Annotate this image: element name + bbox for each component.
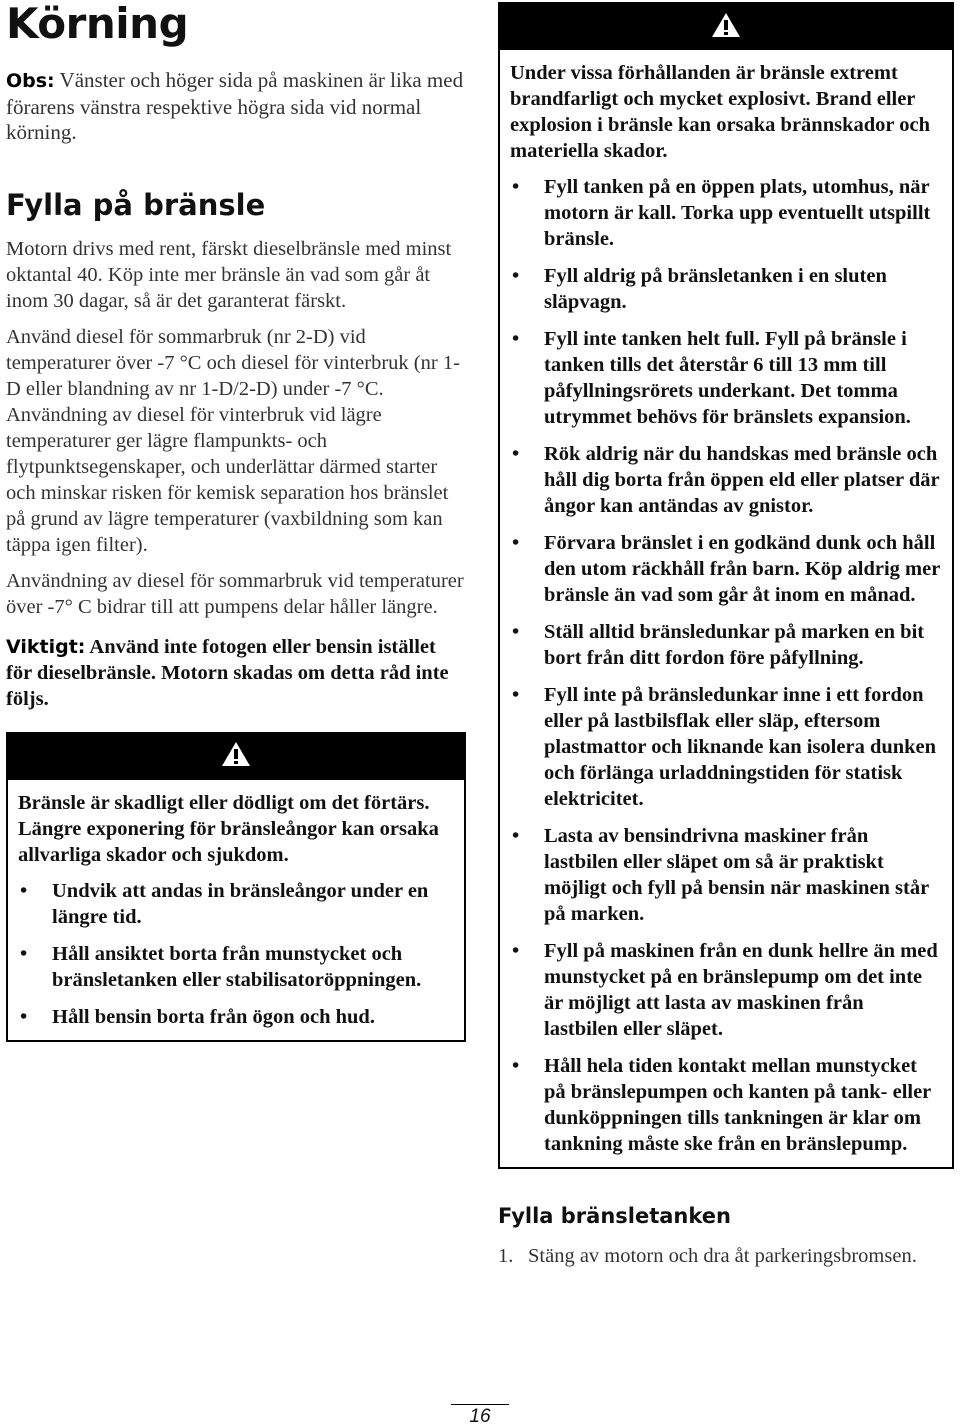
left-column [6,0,466,1042]
list-item: • Fyll på maskinen från en dunk hellre än med munstycket på en bränslepump om det inte är möjligt att lasta av maskinen från lastbilen eller släpet. [512,940,938,1040]
step-text: Stäng av motorn och dra åt parkeringsbromsen. [528,1245,917,1267]
list-item: • Ställ alltid bränsledunkar på marken en bit bort från ditt fordon före påfyllning. [512,621,925,669]
warning-header [500,4,952,50]
page-title: Körning [6,0,189,48]
paragraph: Motorn drivs med rent, färskt dieselbränsle med minst oktantal 40. Köp inte mer bränsle än vad som går åt inom 30 dagar, så är det garanterat färskt. [6,237,452,312]
important-label: Viktigt: [6,635,86,658]
list-item: • Undvik att andas in bränsleångor under en längre tid. [20,879,429,928]
note-label: Obs: [6,70,55,92]
note [6,68,466,146]
section-heading: Fylla på bränsle [6,187,266,222]
list-item: • Fyll aldrig på bränsletanken i en sluten släpvagn. [512,265,887,313]
footer-rule [451,1404,509,1405]
paragraph: Använd diesel för sommarbruk (nr 2-D) vid temperaturer över -7 °C och diesel för vinterbruk (nr 1-D eller blandning av nr 1-D/2-D) under -7 °C. Användning av diesel för vinterbruk vid lägre temperaturer ger lägre flampunkts- och flytpunktsegenskaper, och underlättar därmed starter och minskar risken för kemisk separation hos bränslet på grund av lägre temperaturer (vaxbildning som kan täppa igen filter). [6,325,460,556]
note-text: Vänster och höger sida på maskinen är lika med förarens vänstra respektive högra sida vid normal körning. [6,68,464,144]
list-item: • Håll bensin borta från ögon och hud. [20,1005,375,1028]
warning-bullets [510,174,942,1157]
right-column [498,0,954,1269]
important-text: Använd inte fotogen eller bensin istället för dieselbränsle. Motorn skadas om detta råd inte följs. [6,635,449,710]
warning-triangle-icon [221,741,251,772]
warning-text: Bränsle är skadligt eller dödligt om det förtärs. Längre exponering för bränsleångor kan orsaka allvarliga skador och sjukdom. [18,791,439,866]
list-item: • Förvara bränslet i en godkänd dunk och håll den utom räckhåll från barn. Köp aldrig mer bränsle än vad som går åt inom en månad. [512,532,940,606]
warning-box-fire [498,2,954,1169]
warning-text: Under vissa förhållanden är bränsle extremt brandfarligt och mycket explosivt. Brand eller explosion i bränsle kan orsaka brännskador och materiella skador. [510,62,930,162]
warning-bullets [18,878,454,1030]
list-item: • Håll ansiktet borta från munstycket och bränsletanken eller stabilisatoröppningen. [20,942,422,991]
list-item: • Fyll inte tanken helt full. Fyll på bränsle i tanken tills det återstår 6 till 13 mm till påfyllningsrörets underkant. Det tomma utrymmet behövs för bränslets expansion. [512,328,911,428]
step-number: 1. [498,1245,514,1267]
list-item: • Fyll tanken på en öppen plats, utomhus, när motorn är kall. Torka upp eventuellt utspillt bränsle. [512,176,931,250]
list-item: • Fyll inte på bränsledunkar inne i ett fordon eller på lastbilsflak eller släp, eftersom plastmattor och liknande kan isolera dunken och förlänga urladdningstiden för statisk elektricitet. [512,684,937,810]
warning-header [8,734,464,780]
list-item: • Rök aldrig när du handskas med bränsle och håll dig borta från öppen eld eller platser där ångor kan antändas av gnistor. [512,443,940,517]
page-number: 16 [469,1406,491,1427]
important-notice [6,634,466,712]
step-item [498,1243,954,1269]
list-item: • Lasta av bensindrivna maskiner från lastbilen eller släpet om så är praktiskt möjligt och fyll på bensin när maskinen står på marken. [512,825,929,925]
warning-triangle-icon [711,12,741,43]
paragraph: Användning av diesel för sommarbruk vid temperaturer över -7° C bidrar till att pumpens delar håller längre. [6,569,464,618]
list-item: • Håll hela tiden kontakt mellan munstycket på bränslepumpen och kanten på tank- eller dunköppningen tills tankningen är klar om tankning måste ske från en bränslepump. [512,1055,931,1155]
subsection-heading: Fylla bränsletanken [498,1204,731,1228]
warning-box-health [6,732,466,1042]
